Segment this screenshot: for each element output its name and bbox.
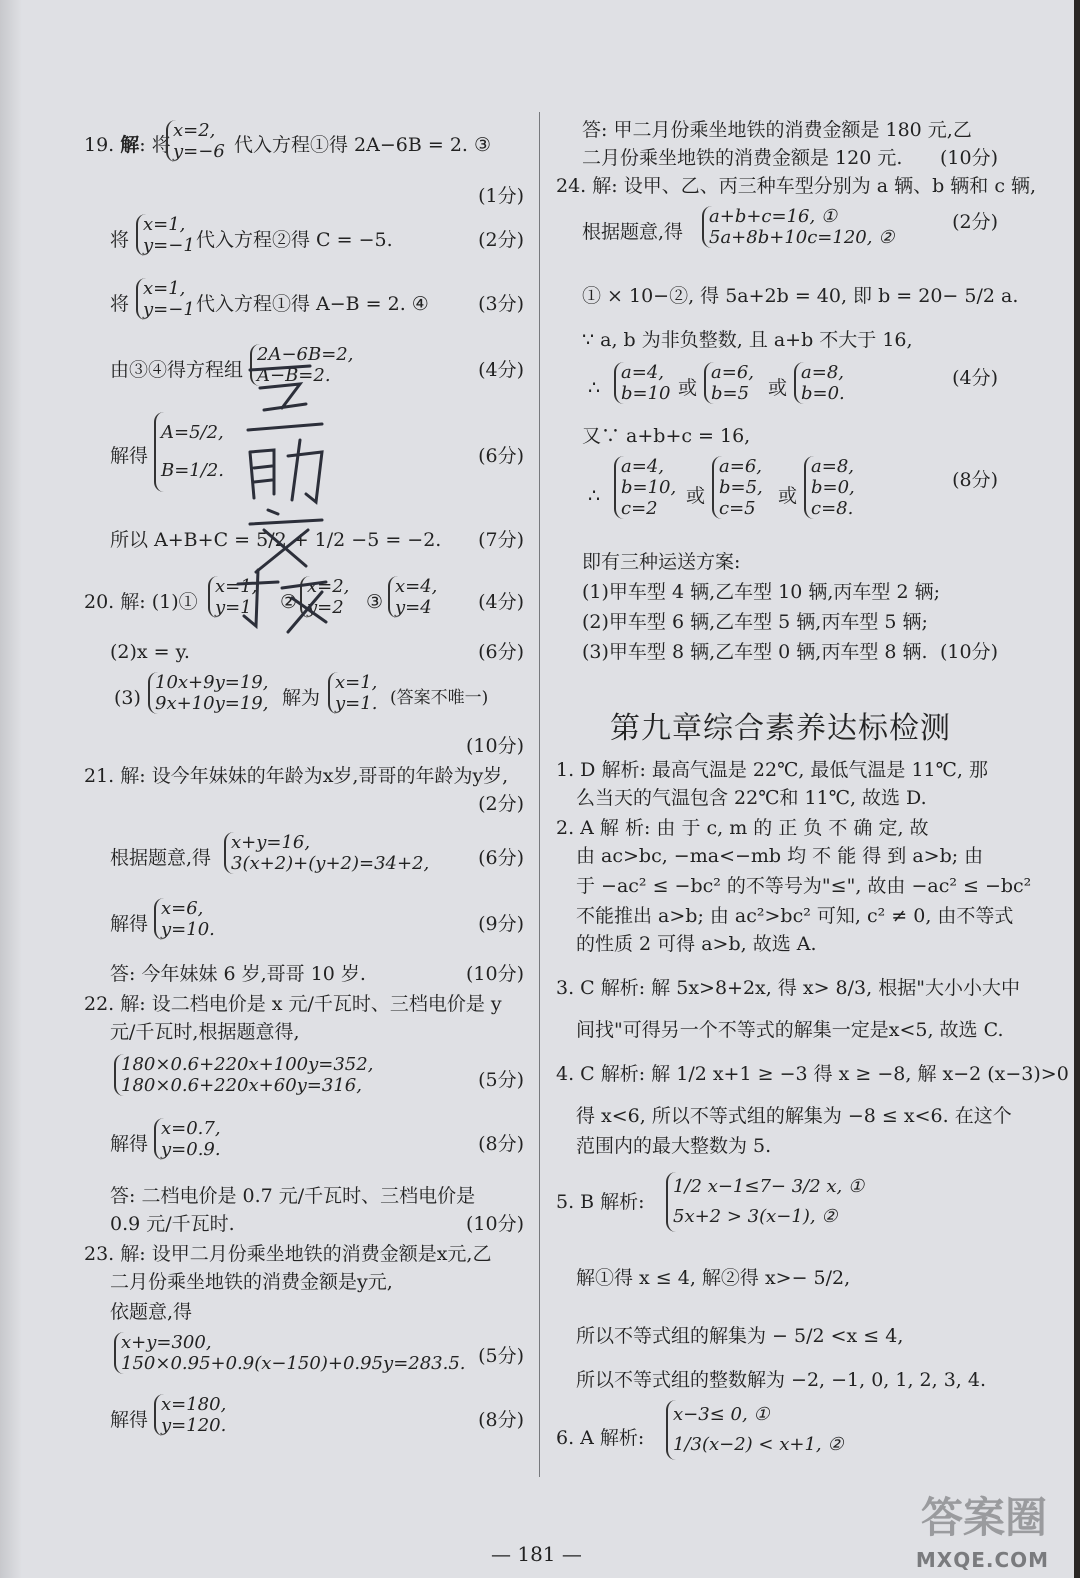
a4-line-1: 4. C 解析: 解 1/2 x+1 ≥ −3 得 x ≥ −8, 解 x−2 (x−3)>0	[556, 1063, 1069, 1085]
q19-pre-4: 由③④得方程组	[110, 359, 244, 381]
q22-line-2: 元/千瓦时,根据题意得,	[110, 1021, 300, 1043]
q19-line-6: 所以 A+B+C = 5/2 + 1/2 −5 = −2.	[110, 529, 442, 551]
q23-answer-line-2: 二月份乘坐地铁的消费金额是 120 元.	[582, 147, 903, 169]
a5-line-4: 所以不等式组的整数解为 −2, −1, 0, 1, 2, 3, 4.	[576, 1369, 987, 1391]
q22-pre-2: 解得	[110, 1133, 149, 1155]
q22-score-2: (8分)	[478, 1133, 524, 1155]
q20-score-2: (6分)	[478, 641, 524, 663]
q24-line-11: (3)甲车型 8 辆,乙车型 0 辆,丙车型 8 辆.	[582, 641, 928, 663]
q23-answer-line-1: 答: 甲二月份乘坐地铁的消费金额是 180 元,乙	[582, 119, 972, 141]
q24-pre-5: ∴	[588, 377, 601, 399]
q19-score-6: (7分)	[478, 529, 524, 551]
q21-line-1: 21. 解: 设今年妹妹的年龄为x岁,哥哥的年龄为y岁,	[84, 765, 509, 787]
q21-system-2: x=6, y=10.	[154, 898, 215, 940]
q20-mid-3: ③	[366, 591, 384, 613]
watermark-logo	[895, 1492, 1070, 1578]
q24-line-9: (1)甲车型 4 辆,乙车型 10 辆,丙车型 2 辆;	[582, 581, 940, 603]
q19-score-2: (2分)	[478, 229, 524, 251]
q24-or-1: 或	[678, 377, 698, 399]
q23-line-3: 依题意,得	[110, 1301, 193, 1323]
q19-pre-2: 将	[110, 229, 130, 251]
a5-line-3: 所以不等式组的解集为 − 5/2 <x ≤ 4,	[576, 1325, 904, 1347]
q19-system-5: A=5/2, B=1/2.	[154, 412, 224, 492]
scan-edge	[1074, 0, 1080, 1578]
q20-system-1: x=1, y=1	[208, 576, 257, 618]
page-spine-shadow	[0, 0, 22, 1578]
a1-line-1: 1. D 解析: 最高气温是 22℃, 最低气温是 11℃, 那	[556, 759, 988, 781]
column-divider	[539, 112, 540, 1477]
q24-system-5: a=4, b=10, c=2	[614, 456, 676, 519]
q24-system-3: a=6, b=5	[704, 362, 754, 404]
q20-intro: 20. 解: (1)①	[84, 591, 198, 613]
a2-line-1: 2. A 解 析: 由 于 c, m 的 正 负 不 确 定, 故	[556, 817, 929, 839]
a6-pre: 6. A 解析:	[556, 1427, 645, 1449]
q22-line-1: 22. 解: 设二档电价是 x 元/千瓦时、三档电价是 y	[84, 993, 502, 1015]
q20-system-5: x=1, y=1.	[328, 672, 377, 714]
q21-line-4: 答: 今年妹妹 6 岁,哥哥 10 岁.	[110, 963, 366, 985]
a4-line-3: 范围内的最大整数为 5.	[576, 1135, 772, 1157]
q24-pre-7: ∴	[588, 485, 601, 507]
q22-score-1: (5分)	[478, 1069, 524, 1091]
q24-score-3: (8分)	[952, 469, 998, 491]
q19-text-1: 代入方程①得 2A−6B = 2. ③	[234, 134, 492, 156]
q20-mid-2: ②	[280, 591, 298, 613]
q24-score-1: (2分)	[952, 211, 998, 233]
q24-line-3: ① × 10−②, 得 5a+2b = 40, 即 b = 20− 5/2 a.	[582, 285, 1019, 307]
a6-system: x−3≤ 0, ① 1/3(x−2) < x+1, ②	[666, 1400, 844, 1460]
q20-score-3: (10分)	[465, 735, 524, 757]
q24-system-2: a=4, b=10	[614, 362, 671, 404]
q20-score-1: (4分)	[478, 591, 524, 613]
page-number: — 181 —	[491, 1542, 582, 1566]
a5-system: 1/2 x−1≤7− 3/2 x, ① 5x+2 > 3(x−1), ②	[666, 1172, 864, 1232]
q22-system-2: x=0.7, y=0.9.	[154, 1118, 221, 1160]
q19-score-4: (4分)	[478, 359, 524, 381]
q24-line-10: (2)甲车型 6 辆,乙车型 5 辆,丙车型 5 辆;	[582, 611, 928, 633]
a3-line-1: 3. C 解析: 解 5x>8+2x, 得 x> 8/3, 根据"大小小大中	[556, 977, 1020, 999]
a1-line-2: 么当天的气温包含 22℃和 11℃, 故选 D.	[576, 787, 927, 809]
q22-system-1: 180×0.6+220x+100y=352, 180×0.6+220x+60y=316,	[114, 1054, 373, 1096]
q21-pre-2: 根据题意,得	[110, 847, 212, 869]
q24-line-4: ∵ a, b 为非负整数, 且 a+b 不大于 16,	[582, 329, 913, 351]
q20-note: (答案不唯一)	[390, 688, 489, 708]
q19-text-2: 代入方程②得 C = −5.	[196, 229, 393, 251]
a5-line-2: 解①得 x ≤ 4, 解②得 x>− 5/2,	[576, 1267, 851, 1289]
q20-system-4: 10x+9y=19, 9x+10y=19,	[148, 672, 268, 714]
q19-label: 19. 解: 将	[84, 134, 171, 156]
q24-score-2: (4分)	[952, 367, 998, 389]
q19-score-3: (3分)	[478, 293, 524, 315]
q22-line-4: 0.9 元/千瓦时.	[110, 1213, 235, 1235]
q21-score-1: (2分)	[478, 793, 524, 815]
q24-line-6: 又∵ a+b+c = 16,	[582, 425, 751, 447]
q23-pre-2: 解得	[110, 1409, 149, 1431]
q24-system-4: a=8, b=0.	[794, 362, 845, 404]
q21-system-1: x+y=16, 3(x+2)+(y+2)=34+2,	[224, 832, 429, 874]
q19-text-3: 代入方程①得 A−B = 2. ④	[196, 293, 429, 315]
q19-system-4: 2A−6B=2, A−B=2.	[250, 344, 353, 386]
q23-score-2: (8分)	[478, 1409, 524, 1431]
chapter-title: 第九章综合素养达标检测	[610, 711, 951, 746]
q23-answer-score: (10分)	[939, 147, 998, 169]
q19-score-1: (1分)	[478, 185, 524, 207]
handwriting-scribble	[230, 360, 350, 640]
q23-line-2: 二月份乘坐地铁的消费金额是y元,	[110, 1271, 393, 1293]
q23-line-1: 23. 解: 设甲二月份乘坐地铁的消费金额是x元,乙	[84, 1243, 492, 1265]
q24-pre-2: 根据题意,得	[582, 221, 684, 243]
a2-line-2: 由 ac>bc, −ma<−mb 均 不 能 得 到 a>b; 由	[576, 845, 984, 867]
q24-line-8: 即有三种运送方案:	[582, 551, 741, 573]
right-column	[556, 0, 1069, 1578]
q24-system-6: a=6, b=5, c=5	[712, 456, 763, 519]
q21-pre-3: 解得	[110, 913, 149, 935]
q19-system-2: x=1, y=−1	[136, 214, 195, 256]
watermark-logo-text: 答案圈	[920, 1493, 1047, 1542]
q20-system-3: x=4, y=4	[388, 576, 437, 618]
q21-score-3: (9分)	[478, 913, 524, 935]
q21-score-2: (6分)	[478, 847, 524, 869]
q20-line-2: (2)x = y.	[110, 641, 190, 663]
q19-pre-5: 解得	[110, 445, 149, 467]
q23-system-1: x+y=300, 150×0.95+0.9(x−150)+0.95y=283.5.	[114, 1332, 466, 1374]
q23-system-2: x=180, y=120.	[154, 1394, 226, 1436]
q22-line-3: 答: 二档电价是 0.7 元/千瓦时、三档电价是	[110, 1185, 476, 1207]
watermark-site: MXQE.COM	[915, 1548, 1050, 1572]
a2-line-4: 不能推出 a>b; 由 ac²>bc² 可知, c² ≠ 0, 由不等式	[576, 905, 1014, 927]
a2-line-5: 的性质 2 可得 a>b, 故选 A.	[576, 933, 817, 955]
q19-system-3: x=1, y=−1	[136, 278, 195, 320]
q24-or-3: 或	[686, 485, 706, 507]
q24-or-2: 或	[768, 377, 788, 399]
q24-system-7: a=8, b=0, c=8.	[804, 456, 855, 519]
q21-score-4: (10分)	[465, 963, 524, 985]
q19-pre-3: 将	[110, 293, 130, 315]
q23-score-1: (5分)	[478, 1345, 524, 1367]
q20-mid-4: 解为	[282, 687, 321, 709]
q24-system-1: a+b+c=16, ① 5a+8b+10c=120, ②	[702, 206, 894, 248]
a4-line-2: 得 x<6, 所以不等式组的解集为 −8 ≤ x<6. 在这个	[576, 1105, 1012, 1127]
left-column	[84, 0, 524, 1578]
a3-line-2: 间找"可得另一个不等式的解集一定是x<5, 故选 C.	[576, 1019, 1004, 1041]
q19-score-5: (6分)	[478, 445, 524, 467]
q19-system-1: x=2, y=−6	[166, 120, 225, 162]
q20-system-2: x=2, y=2	[300, 576, 349, 618]
a2-line-3: 于 −ac² ≤ −bc² 的不等号为"≤", 故由 −ac² ≤ −bc²	[576, 875, 1032, 897]
a5-pre: 5. B 解析:	[556, 1191, 645, 1213]
q20-pre-3: (3)	[114, 687, 141, 709]
q24-or-4: 或	[778, 485, 798, 507]
q24-line-1: 24. 解: 设甲、乙、丙三种车型分别为 a 辆、b 辆和 c 辆,	[556, 175, 1037, 197]
q22-score-3: (10分)	[465, 1213, 524, 1235]
q24-score-4: (10分)	[939, 641, 998, 663]
